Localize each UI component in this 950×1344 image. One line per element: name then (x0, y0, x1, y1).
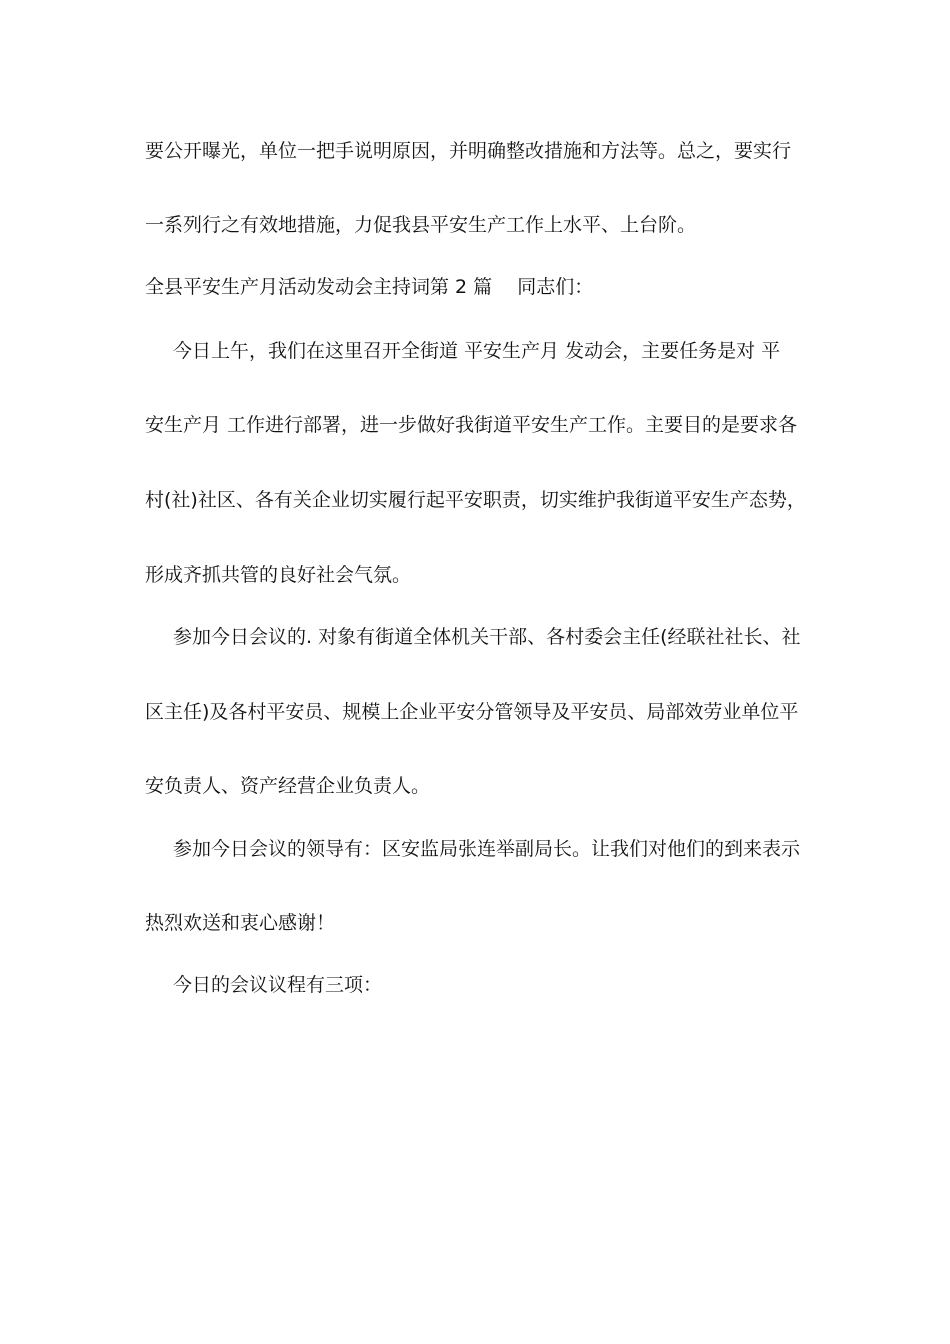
text-line-11: 参加今日会议的领导有：区安监局张连举副局长。让我们对他们的到来表示 (173, 838, 801, 860)
text-line-13: 今日的会议议程有三项： (173, 974, 383, 996)
section-heading: 全县平安生产月活动发动会主持词第 2 篇 同志们： (145, 276, 594, 298)
text-line-12: 热烈欢送和衷心感谢！ (145, 912, 336, 934)
text-line-7: 形成齐抓共管的良好社会气氛。 (145, 564, 412, 586)
text-line-1: 要公开曝光，单位一把手说明原因，并明确整改措施和方法等。总之，要实行 (145, 140, 792, 162)
text-line-4: 今日上午，我们在这里召开全街道 平安生产月 发动会，主要任务是对 平 (173, 340, 781, 362)
text-line-10: 安负责人、资产经营企业负责人。 (145, 775, 431, 797)
text-line-8: 参加今日会议的. 对象有街道全体机关干部、各村委会主任(经联社社长、社 (173, 626, 801, 648)
text-line-2: 一系列行之有效地措施，力促我县平安生产工作上水平、上台阶。 (145, 214, 697, 236)
text-line-6: 村(社)社区、各有关企业切实履行起平安职责，切实维护我街道平安生产态势， (145, 489, 806, 511)
text-line-9: 区主任)及各村平安员、规模上企业平安分管领导及平安员、局部效劳业单位平 (145, 701, 799, 723)
text-line-5: 安生产月 工作进行部署，进一步做好我街道平安生产工作。主要目的是要求各 (145, 414, 798, 436)
